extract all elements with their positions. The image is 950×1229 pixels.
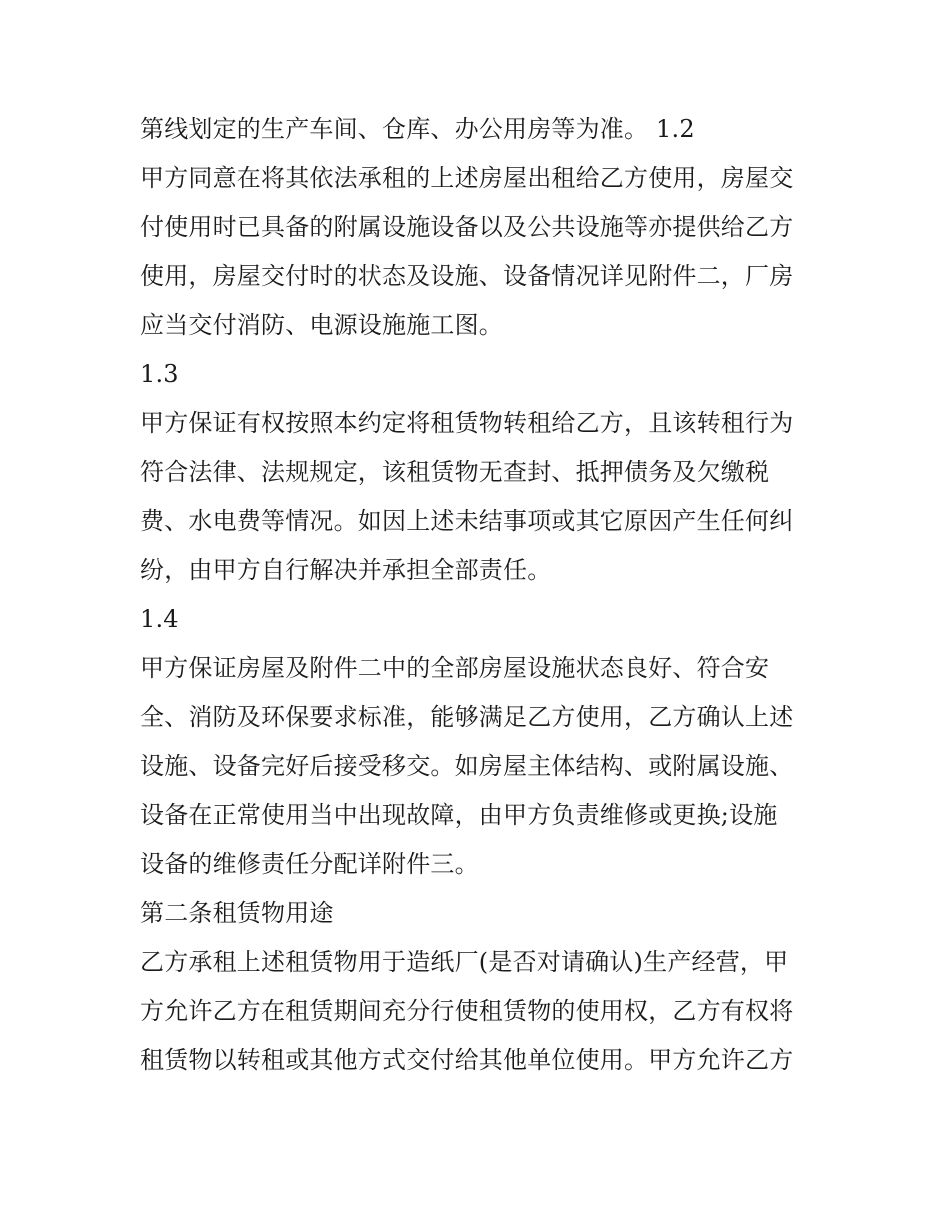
text-line: 第线划定的生产车间、仓库、办公用房等为准。 1.2 (140, 115, 695, 143)
text-line: 甲方同意在将其依法承租的上述房屋出租给乙方使用，房屋交 (140, 164, 794, 192)
text-line: 全、消防及环保要求标准，能够满足乙方使用，乙方确认上述 (140, 703, 794, 731)
text-line: 设施、设备完好后接受移交。如房屋主体结构、或附属设施、 (140, 752, 794, 780)
text-line: 乙方承租上述租赁物用于造纸厂(是否对请确认)生产经营，甲 (140, 948, 789, 976)
section-number: 1.3 (140, 360, 179, 388)
text-line: 甲方保证有权按照本约定将租赁物转租给乙方，且该转租行为 (140, 409, 794, 437)
text-line: 方允许乙方在租赁期间充分行使租赁物的使用权，乙方有权将 (140, 997, 794, 1025)
text-line: 费、水电费等情况。如因上述未结事项或其它原因产生任何纠 (140, 507, 794, 535)
text-line: 设备的维修责任分配详附件三。 (140, 850, 479, 878)
text-line: 使用，房屋交付时的状态及设施、设备情况详见附件二，厂房 (140, 262, 794, 290)
text-line: 设备在正常使用当中出现故障，由甲方负责维修或更换;设施 (140, 801, 778, 829)
document-body (140, 105, 820, 1085)
text-line: 符合法律、法规规定，该租赁物无查封、抵押债务及欠缴税 (140, 458, 770, 486)
text-line: 租赁物以转租或其他方式交付给其他单位使用。甲方允许乙方 (140, 1046, 794, 1074)
text-line: 纷，由甲方自行解决并承担全部责任。 (140, 556, 552, 584)
text-line: 付使用时已具备的附属设施设备以及公共设施等亦提供给乙方 (140, 213, 794, 241)
text-line: 甲方保证房屋及附件二中的全部房屋设施状态良好、符合安 (140, 654, 770, 682)
article-heading: 第二条租赁物用途 (140, 899, 334, 927)
section-number: 1.4 (140, 605, 179, 633)
text-line: 应当交付消防、电源设施施工图。 (140, 311, 503, 339)
